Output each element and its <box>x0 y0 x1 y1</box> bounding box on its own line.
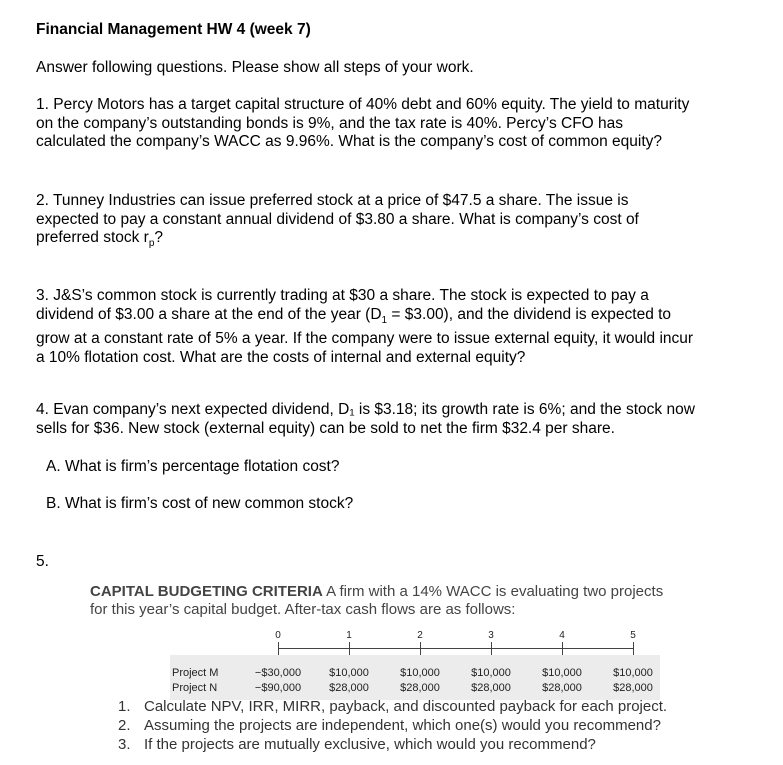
q4-part-a: A. What is firm’s percentage flotation cost? <box>46 458 340 475</box>
timeline-tick-5 <box>633 642 634 655</box>
page-title: Financial Management HW 4 (week 7) <box>36 21 311 38</box>
cb-heading-line-2: for this year’s capital budget. After-tax cash flows are as follows: <box>90 601 516 618</box>
q3-line-4: a 10% flotation cost. What are the costs of internal and external equity? <box>36 348 526 366</box>
q5-task-list <box>118 697 667 754</box>
q1-line-3: calculated the company’s WACC as 9.96%. What is the company’s cost of common equity? <box>36 133 663 150</box>
q3-line-3: grow at a constant rate of 5% a year. If the company were to issue external equity, it would incur <box>36 330 694 348</box>
q5-task-2-text: Assuming the projects are independent, which one(s) would you recommend? <box>144 717 661 734</box>
project-n-flow-1: $28,000 <box>329 682 369 694</box>
q2-subscript: p <box>148 238 155 250</box>
q4-line-1: 4. Evan company’s next expected dividend, D₁ is $3.18; its growth rate is 6%; and the stock now <box>36 401 695 418</box>
cb-heading-bold: CAPITAL BUDGETING CRITERIA <box>90 583 323 600</box>
period-label-1: 1 <box>346 630 352 641</box>
project-m-flow-0: −$30,000 <box>254 667 302 679</box>
q5-task-2-number: 2. <box>118 717 131 734</box>
project-m-flow-1: $10,000 <box>329 667 369 679</box>
project-n-label: Project N <box>172 682 218 694</box>
timeline-tick-0 <box>278 642 279 655</box>
period-label-5: 5 <box>630 630 636 641</box>
capital-budgeting-heading <box>90 583 663 619</box>
period-label-2: 2 <box>417 630 423 641</box>
project-n-flow-0: −$90,000 <box>254 682 302 694</box>
q2-line-3 <box>36 229 756 254</box>
question-2 <box>36 192 756 254</box>
question-3 <box>36 287 756 367</box>
project-n-flow-3: $28,000 <box>471 682 511 694</box>
q5-task-2 <box>118 716 667 735</box>
project-m-flow-3: $10,000 <box>471 667 511 679</box>
timeline-tick-4 <box>562 642 563 655</box>
q5-task-3-number: 3. <box>118 736 131 753</box>
q2-line-3-text: preferred stock r <box>36 229 149 246</box>
q5-number: 5. <box>36 553 49 570</box>
timeline-tick-3 <box>491 642 492 655</box>
q3-line-1: 3. J&S’s common stock is currently trading at $30 a share. The stock is expected to pay a <box>36 287 649 304</box>
cb-heading-line-1 <box>90 583 663 601</box>
project-m-flow-5: $10,000 <box>613 667 653 679</box>
q3-line-2a: dividend of $3.00 a share at the end of the year (D <box>36 305 382 323</box>
q5-task-3-text: If the projects are mutually exclusive, which would you recommend? <box>144 736 596 753</box>
cash-flow-timeline <box>170 630 660 698</box>
instructions: Answer following questions. Please show all steps of your work. <box>36 59 474 76</box>
project-m-flow-4: $10,000 <box>542 667 582 679</box>
q5-task-1 <box>118 697 667 716</box>
q5-task-3 <box>118 735 667 754</box>
q4-part-b: B. What is firm’s cost of new common stock? <box>46 495 354 512</box>
project-n-flow-2: $28,000 <box>400 682 440 694</box>
period-label-0: 0 <box>275 630 281 641</box>
timeline-tick-1 <box>349 642 350 655</box>
q1-line-2: on the company’s outstanding bonds is 9%, and the tax rate is 40%. Percy’s CFO has <box>36 114 624 132</box>
period-label-3: 3 <box>488 630 494 641</box>
q4-line-2: sells for $36. New stock (external equity) can be sold to net the firm $32.4 per share. <box>36 419 615 437</box>
project-n-flow-5: $28,000 <box>613 682 653 694</box>
q2-line-1: 2. Tunney Industries can issue preferred stock at a price of $47.5 a share. The issue is <box>36 192 629 209</box>
project-n-flow-4: $28,000 <box>542 682 582 694</box>
q2-line-2: expected to pay a constant annual dividend of $3.80 a share. What is company’s cost of <box>36 210 639 228</box>
period-label-4: 4 <box>559 630 565 641</box>
question-1 <box>36 96 756 152</box>
q3-subscript: 1 <box>381 314 388 326</box>
cb-heading-rest: A firm with a 14% WACC is evaluating two projects <box>322 583 664 600</box>
q5-task-1-text: Calculate NPV, IRR, MIRR, payback, and discounted payback for each project. <box>144 698 668 715</box>
q2-line-3-suffix: ? <box>154 229 164 246</box>
question-4 <box>36 401 756 438</box>
q5-task-1-number: 1. <box>118 698 131 715</box>
q3-line-2b: = $3.00), and the dividend is expected to <box>387 305 672 323</box>
project-m-flow-2: $10,000 <box>400 667 440 679</box>
q1-line-1: 1. Percy Motors has a target capital structure of 40% debt and 60% equity. The yield to maturity <box>36 96 690 113</box>
timeline-tick-2 <box>420 642 421 655</box>
project-m-label: Project M <box>172 667 219 679</box>
timeline-axis <box>278 648 633 649</box>
q3-line-2 <box>36 306 756 331</box>
